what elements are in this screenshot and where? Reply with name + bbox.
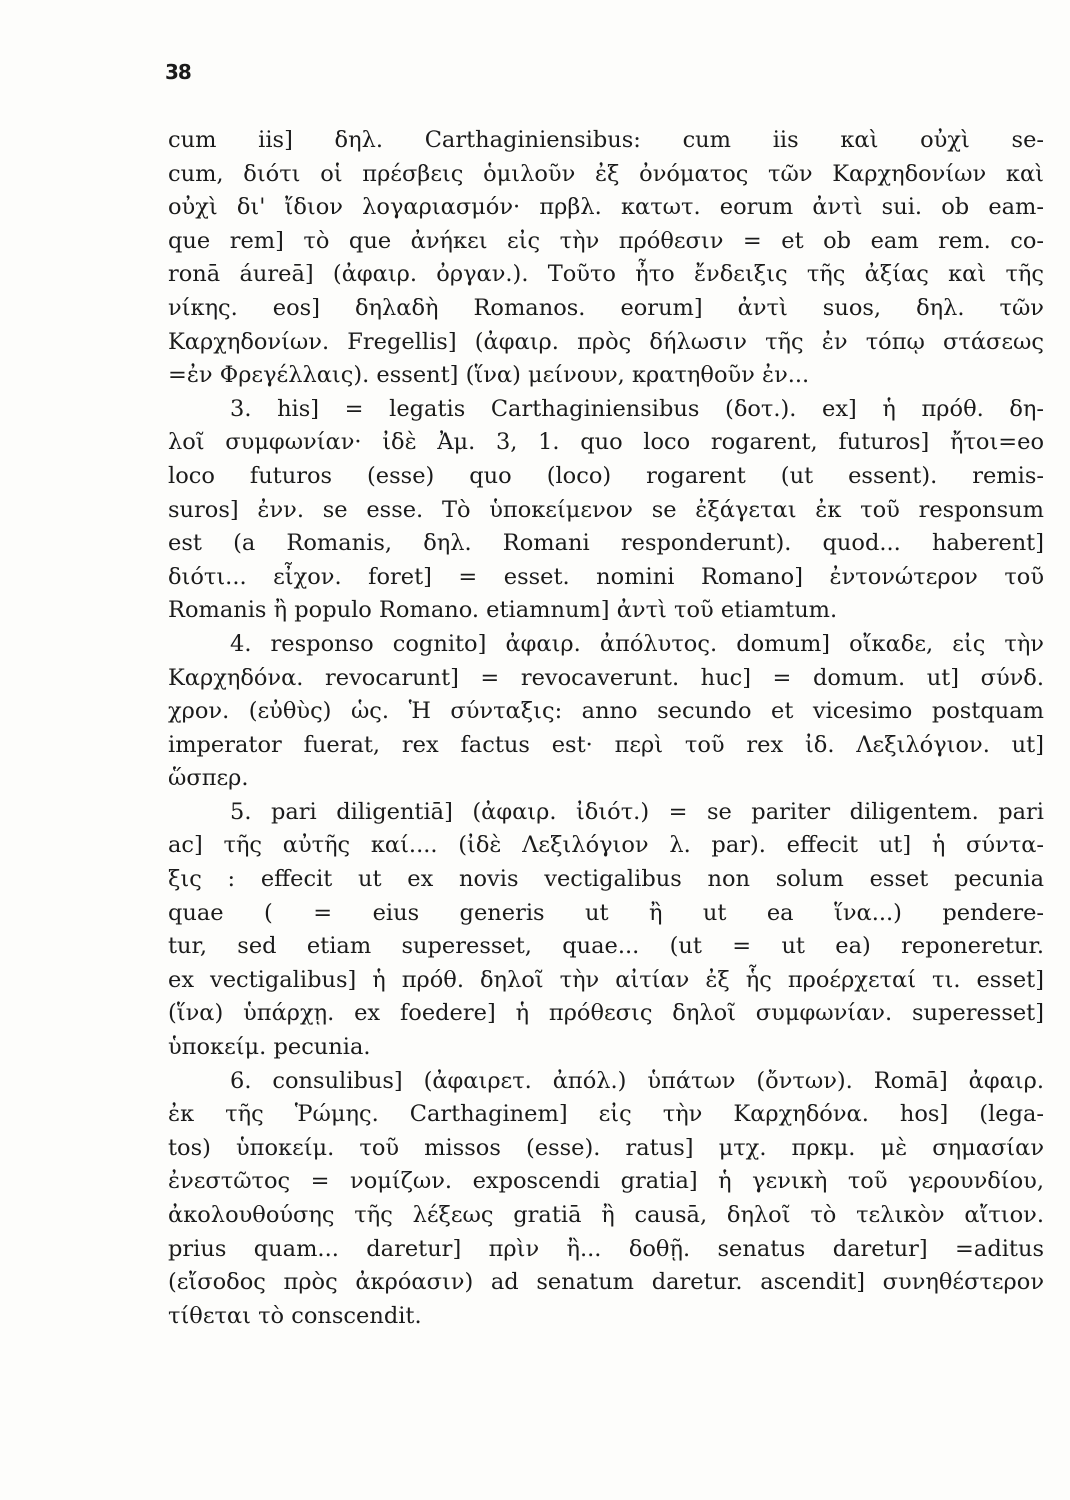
- text-line: ex vectigalibus] ἡ πρόθ. δηλοῖ τὴν αἰτίαν ἐξ ἧς προέρχεταί τι. esset]: [168, 966, 1044, 993]
- text-line: ac] τῆς αὐτῆς καί.... (ἰδὲ Λεξιλόγιον λ. par). effecit ut] ἡ σύντα-: [168, 832, 1044, 859]
- text-line: (ἵνα) ὑπάρχῃ. ex foedere] ἡ πρόθεσις δηλοῖ συμφωνίαν. superesset]: [168, 1000, 1044, 1027]
- text-line: 5. pari diligentiā] (ἀφαιρ. ἰδιότ.) = se pariter diligentem. pari: [230, 798, 1044, 825]
- text-line: λοῖ συμφωνίαν· ἰδὲ Ἀμ. 3, 1. quo loco rogarent, futuros] ἤτοι=eo: [168, 429, 1044, 456]
- text-line: suros] ἐνν. se esse. Τὸ ὑποκείμενον se ἐξάγεται ἐκ τοῦ responsum: [168, 496, 1044, 523]
- text-line: loco futuros (esse) quo (loco) rogarent (ut essent). remis-: [168, 462, 1044, 489]
- text-line: 6. consulibus] (ἀφαιρετ. ἀπόλ.) ὑπάτων (ὄντων). Romā] ἀφαιρ.: [230, 1067, 1044, 1094]
- commentary-text: [168, 124, 1044, 1333]
- page-number: 38: [165, 60, 191, 84]
- text-line: ὥσπερ.: [168, 765, 249, 792]
- text-line: que rem] τὸ que ἀνήκει εἰς τὴν πρόθεσιν = et ob eam rem. co-: [168, 227, 1044, 254]
- text-line: quae ( = eius generis ut ἢ ut ea ἵνα...) pendere-: [168, 899, 1044, 926]
- text-line: imperator fuerat, rex factus est· περὶ τοῦ rex ἰδ. Λεξιλόγιον. ut]: [168, 731, 1044, 758]
- text-line: prius quam... daretur] πρὶν ἢ... δοθῇ. senatus daretur] =aditus: [168, 1235, 1044, 1262]
- text-line: tur, sed etiam superesset, quae... (ut = ut ea) reponeretur.: [168, 933, 1044, 960]
- text-line: τίθεται τὸ conscendit.: [168, 1302, 422, 1329]
- text-line: (εἴσοδος πρὸς ἀκρόασιν) ad senatum daretur. ascendit] συνηθέστερον: [168, 1269, 1044, 1296]
- text-line: ὑποκείμ. pecunia.: [168, 1034, 371, 1061]
- text-line: 3. his] = legatis Carthaginiensibus (δοτ.). ex] ἡ πρόθ. δη-: [230, 395, 1044, 422]
- text-line: cum iis] δηλ. Carthaginiensibus: cum iis καὶ οὐχὶ se-: [168, 127, 1044, 153]
- text-line: 4. responso cognito] ἀφαιρ. ἀπόλυτος. domum] οἴκαδε, εἰς τὴν: [230, 630, 1044, 657]
- text-line: χρον. (εὐθὺς) ὡς. Ἡ σύνταξις: anno secundo et vicesimo postquam: [168, 698, 1044, 725]
- text-line: ἐκ τῆς Ῥώμης. Carthaginem] εἰς τὴν Καρχηδόνα. hos] (lega-: [168, 1101, 1044, 1128]
- text-line: =ἐν Φρεγέλλαις). essent] (ἵνα) μείνουν, κρατηθοῦν ἐν...: [168, 362, 810, 389]
- text-line: Καρχηδόνα. revocarunt] = revocaverunt. huc] = domum. ut] σύνδ.: [168, 664, 1044, 691]
- text-line: est (a Romanis, δηλ. Romani responderunt). quod... haberent]: [168, 530, 1044, 557]
- text-line: tos) ὑποκείμ. τοῦ missos (esse). ratus] μτχ. πρκμ. μὲ σημασίαν: [168, 1134, 1044, 1161]
- text-line: οὐχὶ δι' ἴδιον λογαριασμόν· πρβλ. κατωτ. eorum ἀντὶ sui. ob eam-: [168, 194, 1044, 221]
- text-line: ἐνεστῶτος = νομίζων. exposcendi gratia] ἡ γενικὴ τοῦ γερουνδίου,: [168, 1168, 1044, 1195]
- text-line: ronā áureā] (ἀφαιρ. ὀργαν.). Τοῦτο ἦτο ἔνδειξις τῆς ἀξίας καὶ τῆς: [168, 261, 1044, 288]
- text-line: ξις : effecit ut ex novis vectigalibus non solum esset pecunia: [168, 866, 1044, 893]
- text-line: νίκης. eos] δηλαδὴ Romanos. eorum] ἀντὶ suos, δηλ. τῶν: [168, 294, 1044, 321]
- text-line: Romanis ἢ populo Romano. etiamnum] ἀντὶ τοῦ etiamtum.: [168, 597, 838, 624]
- text-line: Καρχηδονίων. Fregellis] (ἀφαιρ. πρὸς δήλωσιν τῆς ἐν τόπῳ στάσεως: [168, 328, 1044, 355]
- text-line: cum, διότι οἱ πρέσβεις ὁμιλοῦν ἐξ ὀνόματος τῶν Καρχηδονίων καὶ: [168, 160, 1044, 187]
- text-line: ἀκολουθούσης τῆς λέξεως gratiā ἢ causā, δηλοῖ τὸ τελικὸν αἴτιον.: [168, 1202, 1044, 1228]
- text-line: διότι... εἶχον. foret] = esset. nomini Romano] ἐντονώτερον τοῦ: [168, 563, 1044, 590]
